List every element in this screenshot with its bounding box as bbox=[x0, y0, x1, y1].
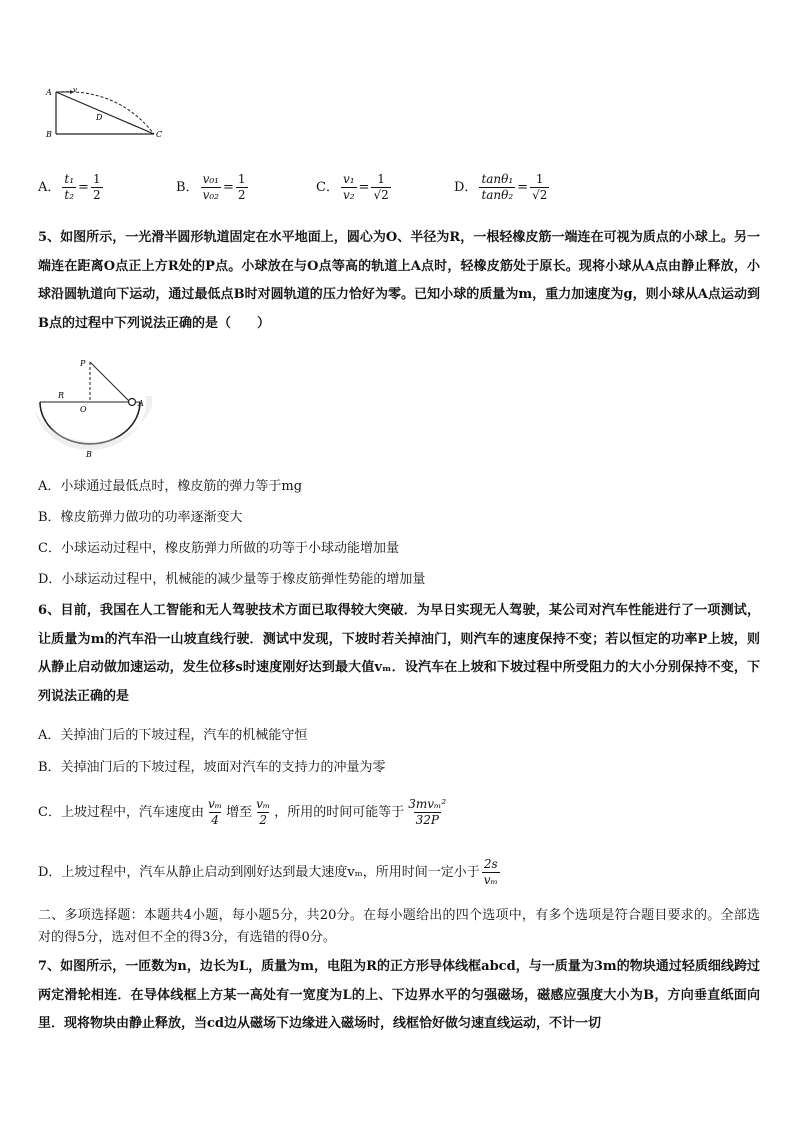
fraction: $\frac{\text{v₁}}{\text{v₂}}$ bbox=[342, 172, 355, 202]
q7-stem: 7、如图所示，一匝数为n，边长为L，质量为m，电阻为R的正方形导体线框abcd，与一质量为3m的物块通过轻质细线跨过两定滑轮相连．在导体线框上方某一高处有一宽度为L的上、下边界水平的匀强磁场，磁感应强度大小为B，方向垂直纸面向里．现将物块由静止释放，当cd边从磁场下边缘进入磁场时，线框恰好做匀速直线运动，不计一切 bbox=[38, 959, 760, 1032]
q5-label-O: O bbox=[80, 405, 87, 414]
fraction: $\frac{\text{3mvₘ²}}{32P}$ bbox=[408, 797, 447, 827]
section-2-header: 二、多项选择题：本题共4小题，每小题5分，共20分。在每小题给出的四个选项中，有多个选项是符合题目要求的。全部选对的得5分，选对但不全的得3分，有选错的得0分。 bbox=[38, 908, 760, 945]
q5-label-R: R bbox=[58, 391, 65, 400]
equals: = bbox=[78, 179, 89, 195]
fraction: $\frac{1}{√2}$ bbox=[373, 172, 389, 202]
fraction: $\frac{\text{v₀₁}}{\text{v₀₂}}$ bbox=[202, 172, 219, 202]
option-label: B． bbox=[176, 179, 199, 195]
q5-label-P: P bbox=[80, 359, 86, 368]
option-text: D．上坡过程中，汽车从静止启动到刚好达到最大速度vₘ，所用时间一定小于 bbox=[38, 864, 480, 880]
option-label: C． bbox=[316, 179, 339, 195]
fraction: $\frac{1}{2}$ bbox=[237, 172, 246, 202]
fraction: $\frac{1}{√2}$ bbox=[532, 172, 548, 202]
fraction: $\frac{1}{2}$ bbox=[92, 172, 101, 202]
q5-semicircle-figure bbox=[34, 356, 152, 460]
option-label: D． bbox=[454, 179, 478, 195]
fraction: $\frac{\text{vₘ}}{2}$ bbox=[256, 797, 271, 827]
q5-stem: 5、如图所示，一光滑半圆形轨道固定在水平地面上，圆心为O、半径为R，一根轻橡皮筋一端连在可视为质点的小球上。另一端连在距离O点正上方R处的P点。小球放在与O点等高的轨道上A点时，轻橡皮筋处于原长。现将小球从A点由静止释放，小球沿圆轨道向下运动，通过最低点B时对圆轨道的压力恰好为零。已知小球的质量为m，重力加速度为g，则小球从A点运动到B点的过程中下列说法正确的是（ ） bbox=[38, 230, 760, 331]
q4-label-D: D bbox=[96, 113, 103, 122]
fraction: $\frac{\text{tanθ₁}}{\text{tanθ₂}}$ bbox=[481, 172, 514, 202]
fraction: $\frac{\text{t₁}}{\text{t₂}}$ bbox=[64, 172, 75, 202]
fraction: $\frac{\text{vₘ}}{4}$ bbox=[207, 797, 223, 827]
q4-label-B: B bbox=[46, 130, 52, 139]
equals: = bbox=[358, 179, 370, 195]
option-text: ，所用的时间可能等于 bbox=[274, 804, 405, 820]
fraction: $\frac{2s}{\text{vₘ}}$ bbox=[483, 857, 498, 887]
option-text: 增至 bbox=[226, 804, 253, 820]
q4-label-A: A bbox=[46, 88, 52, 97]
q4-option-b[interactable] bbox=[176, 172, 250, 203]
q4-label-C: C bbox=[156, 130, 163, 139]
q6-option-b[interactable]: B．关掉油门后的下坡过程，坡面对汽车的支持力的冲量为零 bbox=[38, 760, 386, 775]
q6-option-a[interactable]: A．关掉油门后的下坡过程，汽车的机械能守恒 bbox=[38, 728, 308, 743]
q5-option-d[interactable]: D．小球运动过程中，机械能的减少量等于橡皮筋弹性势能的增加量 bbox=[38, 572, 426, 587]
q5-label-B: B bbox=[86, 450, 92, 459]
q4-option-c[interactable] bbox=[316, 172, 393, 203]
q4-option-a[interactable] bbox=[38, 172, 105, 203]
q5-label-A: A bbox=[138, 399, 144, 408]
equals: = bbox=[222, 179, 234, 195]
q6-option-d[interactable] bbox=[38, 857, 502, 888]
q6-stem: 6、目前，我国在人工智能和无人驾驶技术方面已取得较大突破．为早日实现无人驾驶，某公司对汽车性能进行了一项测试，让质量为m的汽车沿一山坡直线行驶．测试中发现，下坡时若关掉油门，则汽车的速度保持不变；若以恒定的功率P上坡，则从静止启动做加速运动，发生位移s时速度刚好达到最大值vₘ．设汽车在上坡和下坡过程中所受阻力的大小分别保持不变，下列说法正确的是 bbox=[38, 603, 760, 704]
q5-option-c[interactable]: C．小球运动过程中，橡皮筋弹力所做的功等于小球动能增加量 bbox=[38, 541, 399, 556]
q5-option-b[interactable]: B．橡皮筋弹力做功的功率逐渐变大 bbox=[38, 510, 243, 525]
q5-option-a[interactable]: A．小球通过最低点时，橡皮筋的弹力等于mg bbox=[38, 479, 303, 494]
q4-option-d[interactable] bbox=[454, 172, 551, 203]
equals: = bbox=[517, 179, 529, 195]
q6-option-c[interactable] bbox=[38, 797, 450, 828]
option-label: A． bbox=[38, 179, 61, 195]
q4-label-v: v bbox=[73, 86, 77, 94]
q4-trajectory-figure bbox=[40, 84, 170, 142]
option-text: C．上坡过程中，汽车速度由 bbox=[38, 804, 204, 820]
